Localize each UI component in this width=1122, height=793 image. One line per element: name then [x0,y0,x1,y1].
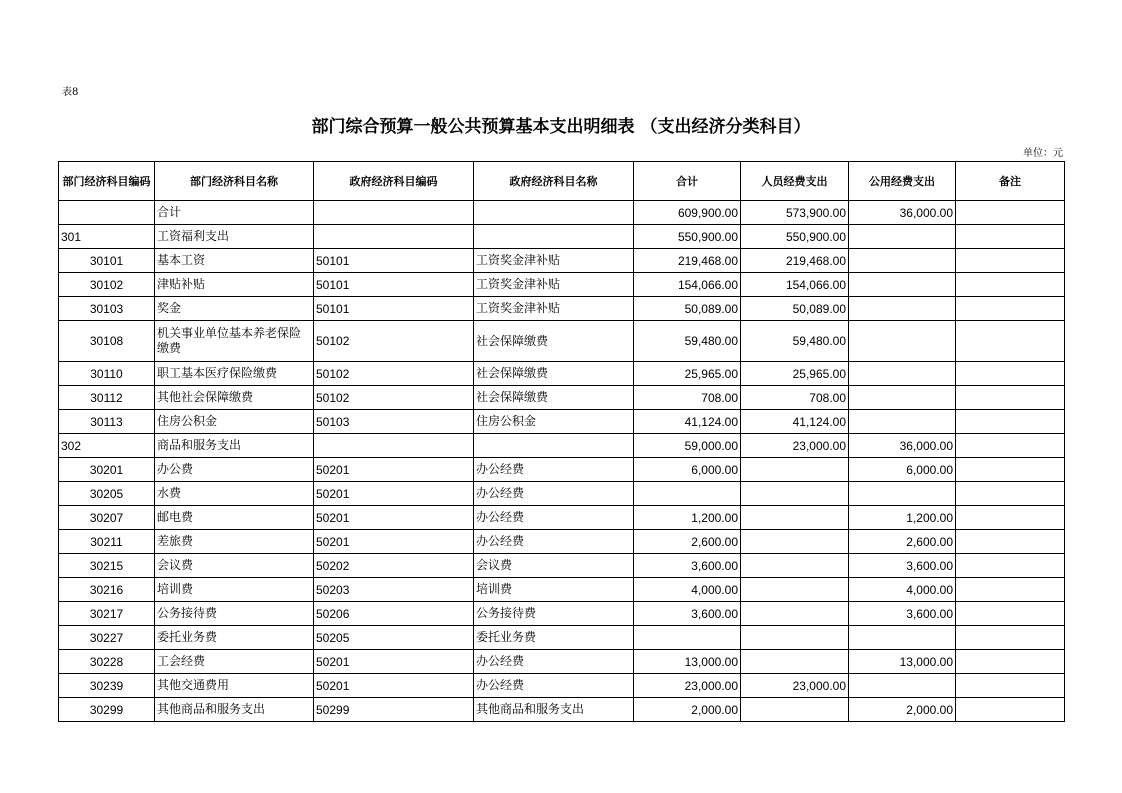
table-row [59,626,1065,650]
cell-gov-name [474,201,634,225]
table-row [59,434,1065,458]
table-body [59,201,1065,722]
cell-gov-name: 工资奖金津补贴 [474,273,634,297]
cell-public: 36,000.00 [849,201,956,225]
table-row [59,506,1065,530]
cell-public: 2,000.00 [849,698,956,722]
cell-personnel: 23,000.00 [741,434,849,458]
table-row [59,458,1065,482]
header-public: 公用经费支出 [849,162,956,201]
table-row [59,297,1065,321]
cell-public: 1,200.00 [849,506,956,530]
cell-dept-code: 30207 [59,506,155,530]
header-gov-code: 政府经济科目编码 [314,162,474,201]
cell-dept-code: 30205 [59,482,155,506]
cell-dept-name: 商品和服务支出 [155,434,314,458]
cell-gov-code: 50201 [314,482,474,506]
table-row [59,602,1065,626]
table-row [59,578,1065,602]
cell-dept-code: 30112 [59,386,155,410]
cell-note [956,201,1065,225]
cell-dept-name: 合计 [155,201,314,225]
cell-gov-name: 办公经费 [474,458,634,482]
cell-dept-code [59,201,155,225]
header-gov-name: 政府经济科目名称 [474,162,634,201]
cell-gov-code: 50206 [314,602,474,626]
header-personnel: 人员经费支出 [741,162,849,201]
cell-dept-name: 津贴补贴 [155,273,314,297]
cell-gov-code: 50202 [314,554,474,578]
cell-gov-code: 50205 [314,626,474,650]
cell-personnel [741,698,849,722]
cell-dept-name: 工资福利支出 [155,225,314,249]
cell-note [956,225,1065,249]
cell-total: 4,000.00 [634,578,741,602]
cell-gov-code [314,201,474,225]
cell-total: 59,480.00 [634,321,741,362]
cell-gov-name [474,434,634,458]
cell-dept-code: 30113 [59,410,155,434]
cell-public [849,362,956,386]
cell-public: 4,000.00 [849,578,956,602]
cell-note [956,698,1065,722]
cell-dept-name: 会议费 [155,554,314,578]
cell-note [956,482,1065,506]
cell-dept-name: 邮电费 [155,506,314,530]
cell-gov-name: 会议费 [474,554,634,578]
table-row [59,225,1065,249]
budget-table [58,161,1065,722]
cell-personnel: 154,066.00 [741,273,849,297]
cell-personnel [741,578,849,602]
cell-dept-code: 30108 [59,321,155,362]
unit-label: 单位：元 [1023,148,1063,159]
cell-note [956,674,1065,698]
table-row [59,554,1065,578]
cell-public: 13,000.00 [849,650,956,674]
cell-gov-code: 50102 [314,362,474,386]
cell-public [849,321,956,362]
cell-gov-code: 50102 [314,386,474,410]
cell-gov-name: 其他商品和服务支出 [474,698,634,722]
cell-public [849,225,956,249]
cell-total: 550,900.00 [634,225,741,249]
cell-total: 23,000.00 [634,674,741,698]
table-row [59,321,1065,362]
header-row [59,162,1065,201]
cell-personnel [741,626,849,650]
cell-personnel [741,530,849,554]
cell-gov-code: 50101 [314,297,474,321]
cell-personnel: 41,124.00 [741,410,849,434]
cell-total: 6,000.00 [634,458,741,482]
cell-personnel: 25,965.00 [741,362,849,386]
cell-total [634,482,741,506]
cell-total: 219,468.00 [634,249,741,273]
cell-dept-name: 机关事业单位基本养老保险缴费 [155,321,314,362]
cell-dept-name: 其他商品和服务支出 [155,698,314,722]
cell-gov-code: 50299 [314,698,474,722]
cell-public [849,410,956,434]
header-dept-code: 部门经济科目编码 [59,162,155,201]
cell-public [849,249,956,273]
cell-note [956,386,1065,410]
cell-note [956,458,1065,482]
cell-gov-name: 办公经费 [474,530,634,554]
cell-total: 13,000.00 [634,650,741,674]
cell-personnel [741,602,849,626]
cell-note [956,650,1065,674]
cell-dept-name: 公务接待费 [155,602,314,626]
cell-dept-code: 30239 [59,674,155,698]
cell-total: 154,066.00 [634,273,741,297]
cell-gov-name: 工资奖金津补贴 [474,297,634,321]
cell-note [956,273,1065,297]
cell-public [849,297,956,321]
cell-dept-code: 30101 [59,249,155,273]
cell-note [956,554,1065,578]
cell-note [956,434,1065,458]
cell-gov-name: 培训费 [474,578,634,602]
page-title: 部门综合预算一般公共预算基本支出明细表 （支出经济分类科目） [311,117,811,137]
cell-note [956,362,1065,386]
cell-dept-name: 基本工资 [155,249,314,273]
cell-dept-code: 30211 [59,530,155,554]
cell-total [634,626,741,650]
cell-dept-name: 其他交通费用 [155,674,314,698]
cell-gov-code: 50201 [314,530,474,554]
cell-gov-code: 50102 [314,321,474,362]
cell-dept-code: 30102 [59,273,155,297]
cell-total: 3,600.00 [634,602,741,626]
header-note: 备注 [956,162,1065,201]
table-row [59,674,1065,698]
cell-note [956,602,1065,626]
cell-dept-code: 30216 [59,578,155,602]
cell-dept-code: 30110 [59,362,155,386]
cell-gov-name: 办公经费 [474,674,634,698]
cell-gov-name: 社会保障缴费 [474,362,634,386]
cell-dept-name: 委托业务费 [155,626,314,650]
cell-total: 2,000.00 [634,698,741,722]
cell-personnel [741,650,849,674]
cell-total: 2,600.00 [634,530,741,554]
cell-public: 3,600.00 [849,602,956,626]
cell-total: 3,600.00 [634,554,741,578]
cell-gov-name: 工资奖金津补贴 [474,249,634,273]
cell-gov-name: 办公经费 [474,650,634,674]
cell-personnel: 550,900.00 [741,225,849,249]
cell-gov-name: 办公经费 [474,482,634,506]
table-row [59,410,1065,434]
table-row [59,362,1065,386]
cell-gov-code: 50203 [314,578,474,602]
cell-total: 609,900.00 [634,201,741,225]
cell-personnel [741,506,849,530]
cell-total: 50,089.00 [634,297,741,321]
cell-personnel [741,482,849,506]
table-row [59,273,1065,297]
cell-dept-code: 302 [59,434,155,458]
cell-personnel: 50,089.00 [741,297,849,321]
cell-gov-name: 社会保障缴费 [474,386,634,410]
cell-note [956,530,1065,554]
cell-dept-name: 差旅费 [155,530,314,554]
cell-dept-code: 30215 [59,554,155,578]
cell-dept-code: 30228 [59,650,155,674]
table-number: 表8 [62,87,79,98]
table-row [59,482,1065,506]
cell-note [956,410,1065,434]
cell-dept-code: 30103 [59,297,155,321]
cell-dept-name: 水费 [155,482,314,506]
cell-note [956,249,1065,273]
header-total: 合计 [634,162,741,201]
cell-personnel [741,554,849,578]
header-dept-name: 部门经济科目名称 [155,162,314,201]
table-row [59,698,1065,722]
cell-gov-code: 50101 [314,249,474,273]
cell-gov-code [314,225,474,249]
cell-public: 2,600.00 [849,530,956,554]
cell-gov-name: 办公经费 [474,506,634,530]
cell-personnel: 219,468.00 [741,249,849,273]
cell-dept-code: 30227 [59,626,155,650]
cell-gov-code: 50101 [314,273,474,297]
cell-gov-code: 50201 [314,674,474,698]
cell-note [956,578,1065,602]
cell-note [956,321,1065,362]
cell-public [849,386,956,410]
cell-dept-name: 培训费 [155,578,314,602]
table-row [59,386,1065,410]
cell-gov-name: 公务接待费 [474,602,634,626]
cell-gov-code [314,434,474,458]
cell-dept-code: 301 [59,225,155,249]
cell-note [956,297,1065,321]
cell-note [956,506,1065,530]
cell-total: 708.00 [634,386,741,410]
cell-personnel [741,458,849,482]
cell-gov-name: 委托业务费 [474,626,634,650]
cell-note [956,626,1065,650]
cell-dept-name: 奖金 [155,297,314,321]
cell-public [849,674,956,698]
cell-gov-code: 50103 [314,410,474,434]
cell-total: 59,000.00 [634,434,741,458]
table-row [59,650,1065,674]
cell-dept-name: 其他社会保障缴费 [155,386,314,410]
cell-dept-name: 住房公积金 [155,410,314,434]
cell-dept-code: 30217 [59,602,155,626]
cell-public: 6,000.00 [849,458,956,482]
cell-dept-name: 工会经费 [155,650,314,674]
cell-total: 1,200.00 [634,506,741,530]
cell-personnel: 59,480.00 [741,321,849,362]
cell-dept-code: 30201 [59,458,155,482]
cell-public [849,626,956,650]
cell-public: 36,000.00 [849,434,956,458]
cell-gov-code: 50201 [314,506,474,530]
cell-total: 41,124.00 [634,410,741,434]
cell-dept-name: 办公费 [155,458,314,482]
cell-public [849,482,956,506]
cell-dept-code: 30299 [59,698,155,722]
cell-personnel: 708.00 [741,386,849,410]
cell-gov-name: 住房公积金 [474,410,634,434]
cell-gov-code: 50201 [314,650,474,674]
cell-dept-name: 职工基本医疗保险缴费 [155,362,314,386]
cell-gov-name: 社会保障缴费 [474,321,634,362]
table-row [59,249,1065,273]
cell-gov-code: 50201 [314,458,474,482]
table-row [59,530,1065,554]
cell-total: 25,965.00 [634,362,741,386]
cell-personnel: 573,900.00 [741,201,849,225]
cell-public [849,273,956,297]
cell-personnel: 23,000.00 [741,674,849,698]
cell-gov-name [474,225,634,249]
table-row [59,201,1065,225]
cell-public: 3,600.00 [849,554,956,578]
